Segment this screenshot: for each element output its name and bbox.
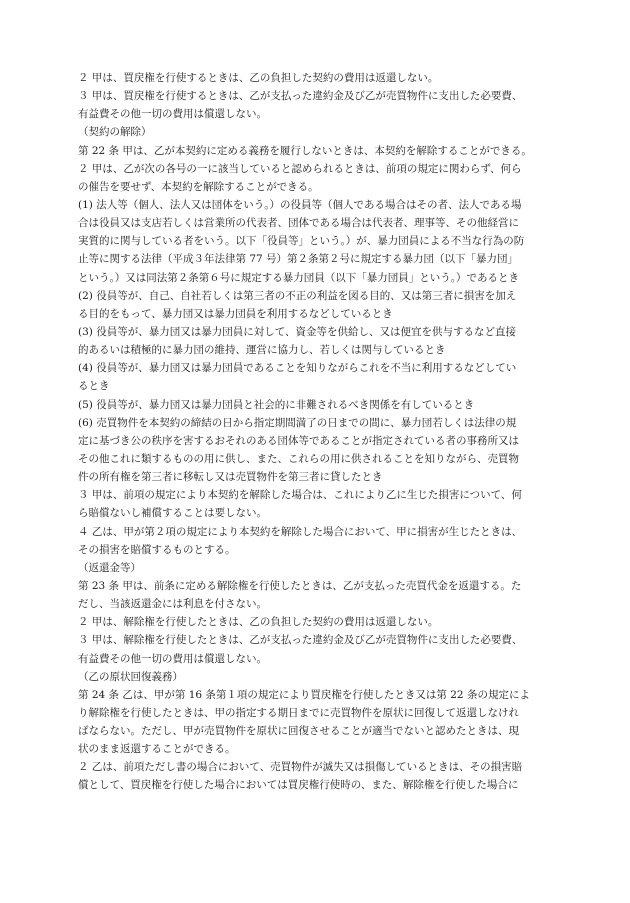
text-line: という。）又は同法第２条第６号に規定する暴力団員（以下「暴力団員」という。）であるとき <box>78 271 519 284</box>
text-line: だし、当該返還金には利息を付さない。 <box>78 598 267 611</box>
text-line: り解除権を行使したときは、甲の指定する期日までに売買物件を原状に回復して返還しなけれ <box>78 706 519 719</box>
text-line: (5) 役員等が、暴力団又は暴力団員と社会的に非難されるべき関係を有しているとき <box>78 398 475 411</box>
text-line: 実質的に関与している者をいう。以下「役員等」という。）が、暴力団員による不当な行為の防 <box>78 235 525 248</box>
section-heading: （契約の解除） <box>78 126 152 139</box>
section-heading: （乙の原状回復義務） <box>78 670 183 683</box>
text-line: 状のまま返還することができる。 <box>78 743 236 756</box>
text-line: 第 24 条 乙は、甲が第 16 条第１項の規定により買戻権を行使したとき又は第 22 条の規定によ <box>78 688 530 701</box>
text-line: 償として、買戻権を行使した場合においては買戻権行使時の、また、解除権を行使した場合に <box>78 779 519 792</box>
text-line: (2) 役員等が、自己、自社若しくは第三者の不正の利益を図る目的、又は第三者に損害を加え <box>78 289 517 302</box>
text-line: 有益費その他一切の費用は償還しない。 <box>78 652 267 665</box>
section-heading: （返還金等） <box>78 561 141 574</box>
text-line: る目的をもって、暴力団又は暴力団員を利用するなどしているとき <box>78 307 393 320</box>
document-page <box>78 69 552 795</box>
text-line: その他これに類するものの用に供し、また、これらの用に供されることを知りながら、売買物 <box>78 452 519 465</box>
text-line: 有益費その他一切の費用は償還しない。 <box>78 108 267 121</box>
text-line: 合は役員又は支店若しくは営業所の代表者、団体である場合は代表者、理事等、その他経営に <box>78 217 519 230</box>
text-line: 止等に関する法律（平成３年法律第 77 号）第２条第２号に規定する暴力団（以下「暴力団」 <box>78 253 519 266</box>
text-line: ３ 甲は、前項の規定により本契約を解除した場合は、これにより乙に生じた損害について、何 <box>78 489 522 502</box>
text-line: ２ 甲は、乙が次の各号の一に該当していると認められるときは、前項の規定に関わらず、何ら <box>78 162 522 175</box>
text-line: その損害を賠償するものとする。 <box>78 543 236 556</box>
text-line: (1) 法人等（個人、法人又は団体をいう。）の役員等（個人である場合はその者、法人である場 <box>78 198 522 211</box>
text-line: 定に基づき公の秩序を害するおそれのある団体等であることが指定されている者の事務所又は <box>78 434 519 447</box>
text-line: (6) 売買物件を本契約の締結の日から指定期間満了の日までの間に、暴力団若しくは法律の規 <box>78 416 517 429</box>
text-line: の催告を要せず、本契約を解除することができる。 <box>78 180 319 193</box>
text-line: 第 22 条 甲は、乙が本契約に定める義務を履行しないときは、本契約を解除することができる。 <box>78 144 532 157</box>
text-line: ばならない。ただし、甲が売買物件を原状に回復させることが適当でないと認めたときは、現 <box>78 725 519 738</box>
text-line: ２ 乙は、前項ただし書の場合において、売買物件が滅失又は損傷しているときは、その損害賠 <box>78 761 523 774</box>
text-line: ２ 甲は、解除権を行使したときは、乙の負担した契約の費用は返還しない。 <box>78 616 439 629</box>
text-line: (3) 役員等が、暴力団又は暴力団員に対して、資金等を供給し、又は便宜を供与するなど直接 <box>78 325 516 338</box>
text-line: 第 23 条 甲は、前条に定める解除権を行使したときは、乙が支払った売買代金を返還する。た <box>78 579 522 592</box>
text-line: 件の所有権を第三者に移転し又は売買物件を第三者に貸したとき <box>78 471 383 484</box>
text-line: (4) 役員等が、暴力団又は暴力団員であることを知りながらこれを不当に利用するなどしてい <box>78 362 517 375</box>
text-line: ３ 甲は、買戻権を行使するときは、乙が支払った違約金及び乙が売買物件に支出した必要費、 <box>78 90 523 103</box>
text-line: ２ 甲は、買戻権を行使するときは、乙の負担した契約の費用は返還しない。 <box>78 72 439 84</box>
text-line: ３ 甲は、解除権を行使したときは、乙が支払った違約金及び乙が売買物件に支出した必要費、 <box>78 634 523 647</box>
text-line: るとき <box>78 380 110 393</box>
text-line: ４ 乙は、甲が第２項の規定により本契約を解除した場合において、甲に損害が生じたときは、 <box>78 525 523 538</box>
text-line: ら賠償ないし補償することは要しない。 <box>78 507 267 520</box>
text-line: 的あるいは積極的に暴力団の維持、運営に協力し、若しくは関与しているとき <box>78 344 446 357</box>
